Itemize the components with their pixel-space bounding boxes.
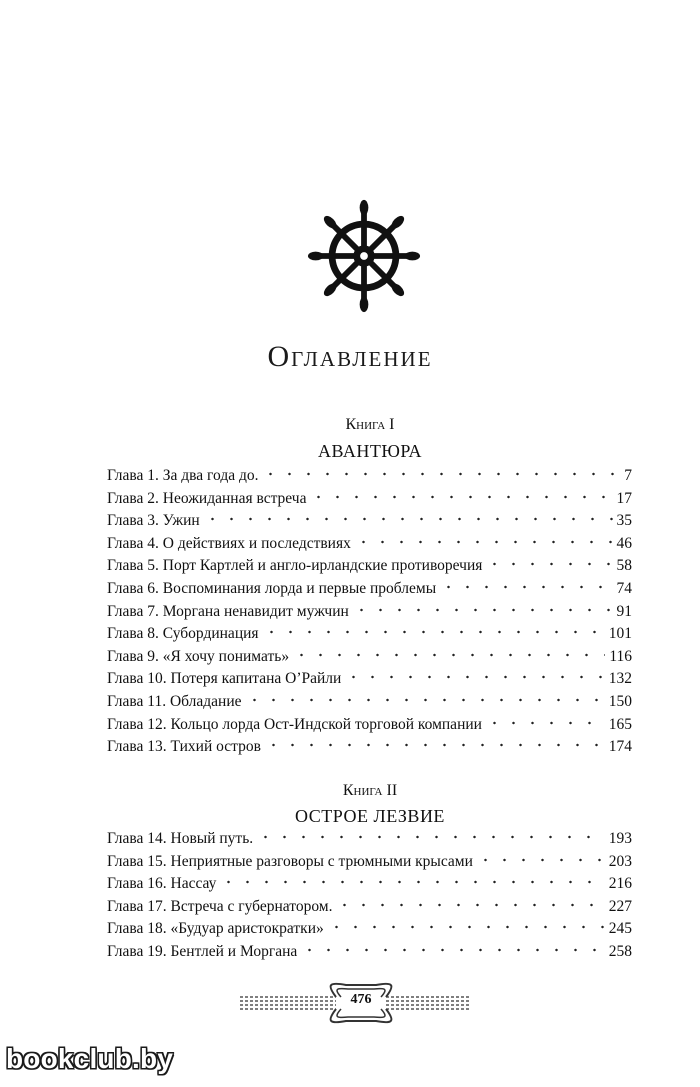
chapter-title: Глава 13. Тихий остров — [107, 738, 261, 756]
dot-leader — [485, 721, 605, 725]
toc-entry — [107, 941, 632, 964]
toc-entry — [107, 714, 632, 737]
page-number: 476 — [350, 992, 372, 1007]
toc-entry — [107, 646, 632, 669]
chapter-page-number: 258 — [608, 942, 632, 960]
book-1-chapter-list — [107, 465, 632, 759]
dot-leader — [292, 653, 605, 657]
dot-leader — [485, 562, 612, 566]
chapter-title: Глава 10. Потеря капитана О’Райли — [107, 670, 342, 688]
chapter-page-number: 203 — [608, 852, 632, 870]
chapter-page-number: 91 — [616, 602, 632, 620]
chapter-title: Глава 17. Встреча с губернатором. — [107, 897, 333, 915]
page-title: Оглавление — [267, 340, 433, 373]
chapter-page-number: 74 — [616, 579, 632, 597]
chapter-title: Глава 4. О действиях и последствиях — [107, 534, 351, 552]
chapter-title: Глава 14. Новый путь. — [107, 830, 254, 847]
chapter-title: Глава 2. Неожиданная встреча — [107, 489, 307, 507]
chapter-page-number: 116 — [609, 647, 632, 665]
toc-entry — [107, 828, 632, 851]
chapter-title: Глава 3. Ужин — [107, 512, 200, 530]
toc-entry — [107, 601, 632, 624]
dot-leader — [309, 495, 612, 499]
dot-leader — [219, 880, 604, 884]
chapter-title: Глава 5. Порт Картлей и англо-ирландские противоречия — [107, 557, 483, 575]
chapter-title: Глава 19. Бентлей и Моргана — [107, 942, 298, 960]
chapter-title: Глава 7. Моргана ненавидит мужчин — [107, 602, 349, 620]
chapter-title: Глава 11. Обладание — [107, 692, 242, 710]
toc-entry — [107, 851, 632, 874]
toc-entry — [107, 668, 632, 691]
dot-leader — [245, 698, 605, 702]
chapter-page-number: 35 — [616, 512, 632, 530]
chapter-title: Глава 9. «Я хочу понимать» — [107, 647, 290, 665]
chapter-title: Глава 18. «Будуар аристократки» — [107, 920, 324, 938]
toc-entry — [107, 736, 632, 759]
chapter-page-number: 245 — [608, 920, 632, 938]
chapter-title: Глава 8. Субординация — [107, 625, 259, 643]
toc-entry — [107, 896, 632, 919]
book-2-chapter-list — [107, 828, 632, 964]
book-2-label: Книга II — [342, 782, 398, 799]
book-1-label: Книга I — [345, 416, 395, 433]
toc-entry — [107, 465, 632, 488]
book-2-title: ОСТРОЕ ЛЕЗВИЕ — [295, 806, 445, 826]
watermark: bookclub.by — [6, 1043, 174, 1074]
chapter-page-number: 165 — [608, 715, 632, 733]
chapter-title: Глава 6. Воспоминания лорда и первые проблемы — [107, 579, 437, 597]
ship-wheel-icon — [306, 198, 422, 314]
chapter-page-number: 17 — [616, 489, 632, 507]
chapter-page-number: 216 — [608, 875, 632, 893]
dot-leader — [439, 585, 612, 589]
toc-entry — [107, 623, 632, 646]
toc-entry — [107, 510, 632, 533]
toc-entry — [107, 488, 632, 511]
dot-leader — [344, 675, 604, 679]
chapter-page-number: 101 — [608, 625, 632, 643]
dot-leader — [203, 517, 613, 521]
dot-leader — [261, 472, 620, 476]
toc-entry — [107, 555, 632, 578]
toc-entry — [107, 873, 632, 896]
dot-leader — [262, 630, 605, 634]
dot-leader — [335, 903, 604, 907]
dot-leader — [300, 948, 604, 952]
dot-leader — [352, 608, 613, 612]
toc-entry — [107, 918, 632, 941]
dot-leader — [354, 540, 613, 544]
chapter-title: Глава 12. Кольцо лорда Ост-Индской торговой компании — [107, 715, 482, 733]
dot-leader — [256, 835, 605, 839]
toc-entry — [107, 533, 632, 556]
chapter-title: Глава 1. За два года до. — [107, 467, 259, 484]
chapter-page-number: 132 — [608, 670, 632, 688]
chapter-page-number: 193 — [608, 830, 632, 847]
book-1-title: АВАНТЮРА — [317, 441, 423, 461]
chapter-page-number: 174 — [608, 738, 632, 756]
chapter-page-number: 58 — [616, 557, 632, 575]
chapter-page-number: 46 — [616, 534, 632, 552]
chapter-page-number: 150 — [608, 692, 632, 710]
chapter-page-number: 227 — [608, 897, 632, 915]
chapter-title: Глава 15. Неприятные разговоры с трюмными крысами — [107, 852, 473, 870]
chapter-page-number: 7 — [624, 467, 632, 484]
toc-entry — [107, 691, 632, 714]
dot-leader — [327, 925, 605, 929]
dot-leader — [476, 858, 605, 862]
chapter-title: Глава 16. Нассау — [107, 875, 217, 893]
dot-leader — [264, 743, 605, 747]
toc-entry — [107, 578, 632, 601]
